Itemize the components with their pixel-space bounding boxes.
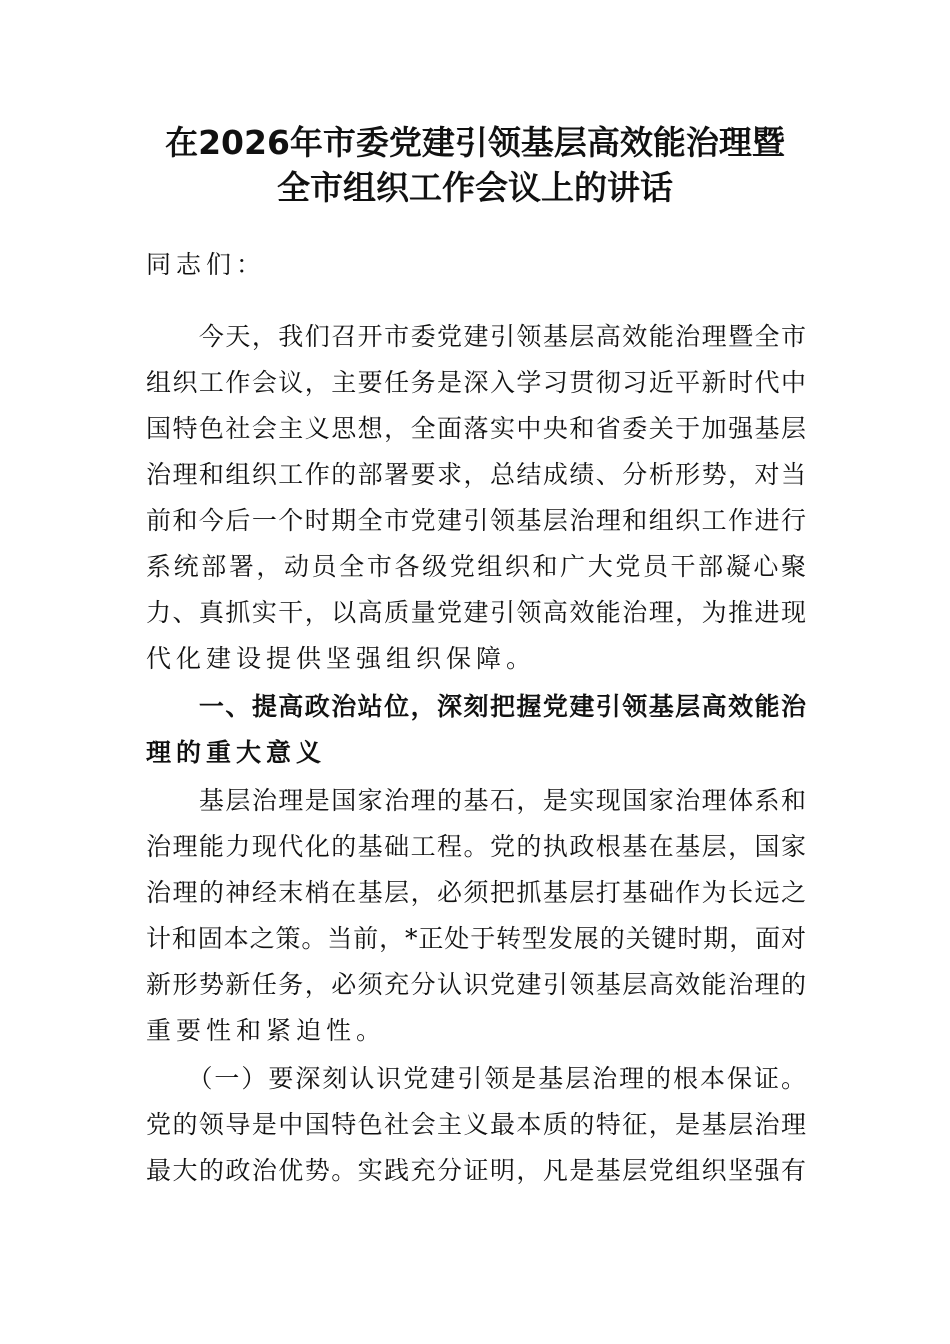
text-line: 新形势新任务，必须充分认识党建引领基层高效能治理的 [146,970,806,999]
text-line: 治理能力现代化的基础工程。党的执政根基在基层，国家 [146,832,806,861]
text-line: 力、真抓实干，以高质量党建引领高效能治理，为推进现 [146,598,806,627]
text-line: 今天，我们召开市委党建引领基层高效能治理暨全市 [146,322,806,351]
text-line: 国特色社会主义思想，全面落实中央和省委关于加强基层 [146,414,806,443]
body-paragraph [146,314,806,682]
title-line-2: 全市组织工作会议上的讲话 [277,168,673,207]
text-line: 党的领导是中国特色社会主义最本质的特征，是基层治理 [146,1110,806,1139]
text-line: 基层治理是国家治理的基石，是实现国家治理体系和 [146,786,806,815]
text-line: 组织工作会议，主要任务是深入学习贯彻习近平新时代中 [146,368,806,397]
text-line: 计和固本之策。当前，*正处于转型发展的关键时期，面对 [146,924,806,953]
body-paragraph [146,778,806,1054]
title-line-1: 在2026年市委党建引领基层高效能治理暨 [165,123,785,162]
text-line: 前和今后一个时期全市党建引领基层治理和组织工作进行 [146,506,806,535]
section-heading [146,684,806,776]
text-line: 理的重大意义 [146,738,327,767]
text-line: 最大的政治优势。实践充分证明，凡是基层党组织坚强有 [146,1156,806,1185]
text-line: 重要性和紧迫性。 [146,1016,387,1045]
text-line: （一）要深刻认识党建引领是基层治理的根本保证。 [146,1064,806,1093]
body-paragraph [146,1056,806,1194]
text-line: 治理的神经末梢在基层，必须把抓基层打基础作为长远之 [146,878,806,907]
text-line: 治理和组织工作的部署要求，总结成绩、分析形势，对当 [146,460,806,489]
text-line: 一、提高政治站位，深刻把握党建引领基层高效能治 [146,692,806,721]
document-body [146,242,806,1194]
document-title [0,120,950,210]
paragraphs [146,314,806,1194]
text-line: 系统部署，动员全市各级党组织和广大党员干部凝心聚 [146,552,806,581]
greeting: 同志们： [146,250,267,279]
text-line: 代化建设提供坚强组织保障。 [146,644,537,673]
